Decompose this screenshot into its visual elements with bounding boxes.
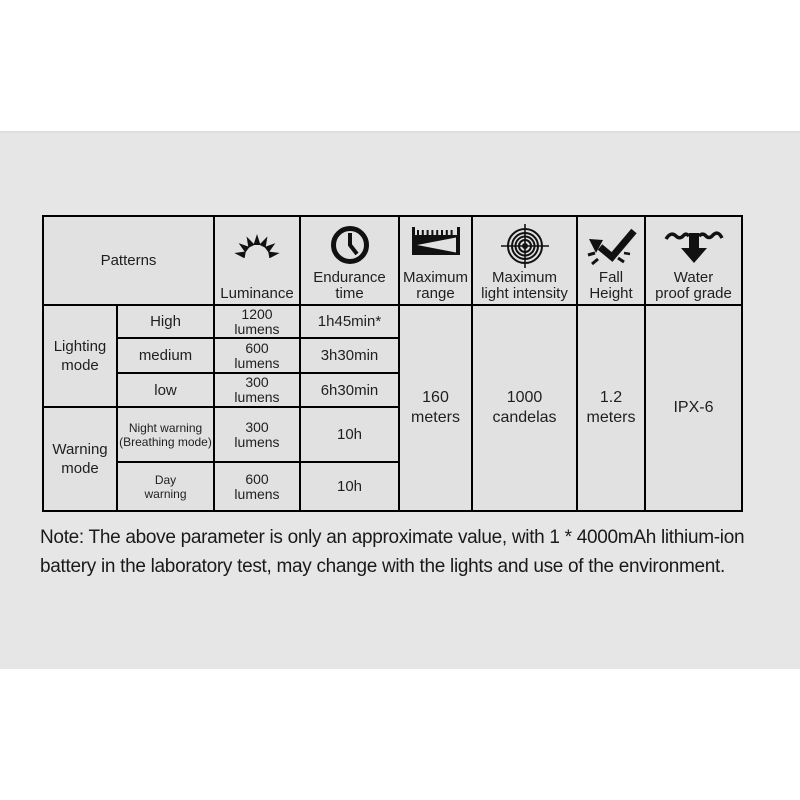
fall-arrow-icon [583,224,639,268]
value-line: 1000 [506,389,543,406]
unit-line: lumens [234,389,280,405]
label-line: time [335,284,364,302]
header-fall-label [589,270,632,303]
unit-line: lumens [234,354,280,371]
cell-warning-mode-group [43,407,117,511]
value-line: 300 [245,418,269,435]
mode-line: (Breathing mode) [119,434,212,449]
value-line: 1.2 [599,389,623,406]
cell-night-warning-time: 10h [300,407,399,462]
group-line: mode [61,357,99,374]
note-line-1: Note: The above parameter is only an approximate value, with 1 * 4000mAh lithium-ion [40,527,745,548]
header-maximum-light-intensity [472,216,577,305]
header-water-label [655,270,732,303]
cell-water-proof-value: IPX-6 [645,305,742,511]
cell-high-mode: High [117,305,214,338]
cell-medium-lumens [214,338,300,373]
label-line: proof grade [655,284,732,302]
header-row [43,216,742,305]
header-patterns: Patterns [43,216,214,305]
spec-table [42,215,743,512]
water-waves-arrow-icon [664,224,724,264]
cell-low-lumens [214,373,300,407]
beam-range-icon [410,224,462,258]
group-line: Lighting [53,338,107,355]
label-line: Maximum [402,268,468,286]
header-endurance-time [300,216,399,305]
mode-line: warning [144,486,187,501]
cell-low-mode: low [117,373,214,407]
cell-night-warning-mode [117,407,214,462]
mode-line: Night warning [128,420,203,435]
cell-day-warning-mode [117,462,214,511]
label-line: Endurance [313,268,386,286]
mode-line: Day [154,472,177,487]
header-maximum-range [399,216,472,305]
value-line: 300 [245,374,269,390]
cell-medium-time: 3h30min [300,338,399,373]
label-line: Water [673,268,714,286]
cell-maximum-intensity-value [472,305,577,511]
group-line: mode [61,460,99,477]
value-line: 1200 [241,305,273,322]
header-fall-height [577,216,645,305]
clock-icon [329,224,371,266]
label-line: Fall [598,268,624,286]
cell-low-time: 6h30min [300,373,399,407]
unit-line: lumens [234,320,280,337]
label-line: light intensity [481,284,568,302]
group-line: Warning [52,441,108,458]
label-line: range [416,284,455,302]
unit-line: lumens [234,485,280,502]
cell-maximum-range-value [399,305,472,511]
cell-high-time: 1h45min* [300,305,399,338]
label-line: Height [589,284,633,302]
cell-day-warning-lumens [214,462,300,511]
unit-line: lumens [234,433,280,450]
header-range-label [403,270,468,303]
content-panel [0,131,800,669]
row-high [43,305,742,338]
cell-night-warning-lumens [214,407,300,462]
unit-line: meters [586,409,636,426]
target-icon [496,224,554,268]
cell-medium-mode: medium [117,338,214,373]
cell-high-lumens [214,305,300,338]
header-luminance-label: Luminance [220,284,294,302]
unit-line: candelas [492,409,557,426]
value-line: 600 [245,470,269,487]
cell-day-warning-time: 10h [300,462,399,511]
header-intensity-label [481,270,568,303]
cell-lighting-mode-group [43,305,117,407]
value-line: 600 [245,339,269,356]
header-endurance-label [313,270,386,303]
label-line: Maximum [491,268,557,286]
cell-fall-height-value [577,305,645,511]
header-luminance [214,216,300,305]
note-line-2: battery in the laboratory test, may change with the lights and use of the environment. [40,556,725,577]
note-text [40,523,770,581]
sun-rays-icon [228,224,286,258]
unit-line: meters [411,409,460,426]
header-water-proof-grade [645,216,742,305]
value-line: 160 [422,389,449,406]
